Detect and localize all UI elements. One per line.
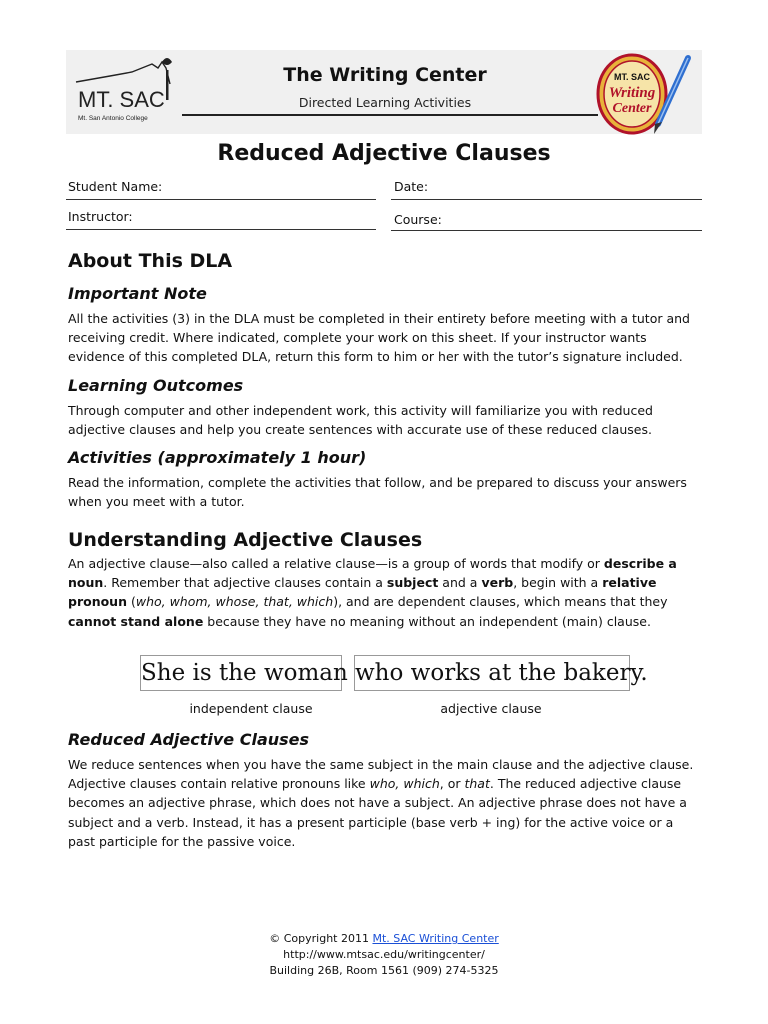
date-label: Date: bbox=[394, 179, 429, 194]
footer-copyright bbox=[0, 932, 768, 945]
instructor-label: Instructor: bbox=[68, 209, 133, 224]
course-label: Course: bbox=[394, 212, 442, 227]
understanding-text bbox=[68, 554, 703, 631]
text-run: . The reduced adjective clause becomes an adjective phrase, which does not have a subject. An adjective phrase does not have a subject and a verb. Instead, it has a present participle (base verb + ing) for the active voice or a past participle for the passive voice. bbox=[68, 776, 687, 849]
independent-clause-caption: independent clause bbox=[189, 701, 313, 716]
text-run: . Remember that adjective clauses contain a bbox=[103, 575, 387, 591]
text-run: , begin with a bbox=[513, 575, 603, 591]
student-name-label: Student Name: bbox=[68, 179, 163, 194]
course-line[interactable] bbox=[391, 230, 702, 231]
text-run: , or bbox=[439, 776, 465, 792]
important-note-text: All the activities (3) in the DLA must be completed in their entirety before meeting with a tutor and receiving credit. Where indicated, complete your work on this sheet. If your instructor wants evidence of this completed DLA, return this form to him or her with the tutor’s signature included. bbox=[68, 311, 690, 365]
adjective-clause-caption: adjective clause bbox=[440, 701, 542, 716]
text-run: and a bbox=[438, 575, 482, 591]
reduced-heading: Reduced Adjective Clauses bbox=[68, 730, 310, 749]
activities-text: Read the information, complete the activities that follow, and be prepared to discuss your answers when you meet with a tutor. bbox=[68, 475, 687, 510]
important-note-heading: Important Note bbox=[68, 284, 207, 303]
footer-url: http://www.mtsac.edu/writingcenter/ bbox=[283, 948, 485, 961]
logo-caption: Mt. San Antonio College bbox=[78, 115, 148, 122]
text-run: ), and are dependent clauses, which means that they bbox=[333, 594, 668, 610]
header-title: The Writing Center bbox=[283, 64, 487, 86]
badge-top-text: MT. SAC bbox=[614, 72, 650, 82]
adjective-clause-box: who works at the bakery. bbox=[354, 655, 630, 691]
reduced-text bbox=[68, 755, 703, 851]
bold-run: cannot stand alone bbox=[68, 613, 204, 629]
text-run: because they have no meaning without an independent (main) clause. bbox=[203, 613, 651, 629]
understanding-heading: Understanding Adjective Clauses bbox=[68, 529, 423, 551]
mt-sac-logo bbox=[70, 54, 182, 124]
italic-run: who, whom, whose, that, which bbox=[135, 594, 334, 610]
badge-middle-text: Writing bbox=[608, 85, 656, 101]
copyright-text: © Copyright 2011 bbox=[269, 932, 373, 945]
about-heading: About This DLA bbox=[68, 250, 233, 272]
instructor-line[interactable] bbox=[66, 229, 376, 230]
document-title: Reduced Adjective Clauses bbox=[217, 141, 551, 166]
writing-center-link[interactable]: Mt. SAC Writing Center bbox=[372, 932, 499, 945]
text-run: An adjective clause—also called a relative clause—is a group of words that modify or bbox=[68, 556, 604, 571]
text-run: We reduce sentences when you have the same subject in the main clause and the adjective clause. Adjective clauses contain relative pronouns like bbox=[68, 757, 694, 792]
bold-run: subject bbox=[386, 575, 439, 591]
header-rule bbox=[182, 114, 598, 116]
bold-run: relative pronoun bbox=[68, 575, 657, 610]
text-run: ( bbox=[126, 594, 136, 610]
learning-outcomes-text: Through computer and other independent work, this activity will familiarize you with reduced adjective clauses and help you create sentences with accurate use of these reduced clauses. bbox=[68, 403, 653, 438]
bold-run: describe a noun bbox=[68, 556, 677, 591]
italic-run: who, which bbox=[369, 776, 440, 792]
bold-run: verb bbox=[481, 575, 514, 591]
badge-bottom-text: Center bbox=[612, 101, 652, 116]
date-line[interactable] bbox=[391, 199, 702, 200]
header-subtitle: Directed Learning Activities bbox=[298, 95, 472, 110]
independent-clause-box: She is the woman bbox=[140, 655, 342, 691]
activities-heading: Activities (approximately 1 hour) bbox=[68, 448, 367, 467]
footer-address: Building 26B, Room 1561 (909) 274-5325 bbox=[269, 964, 499, 977]
logo-wordmark: MT. SAC bbox=[78, 87, 165, 112]
writing-center-logo bbox=[596, 52, 700, 136]
learning-outcomes-heading: Learning Outcomes bbox=[68, 376, 244, 395]
student-name-line[interactable] bbox=[66, 199, 376, 200]
italic-run: that bbox=[464, 776, 490, 792]
